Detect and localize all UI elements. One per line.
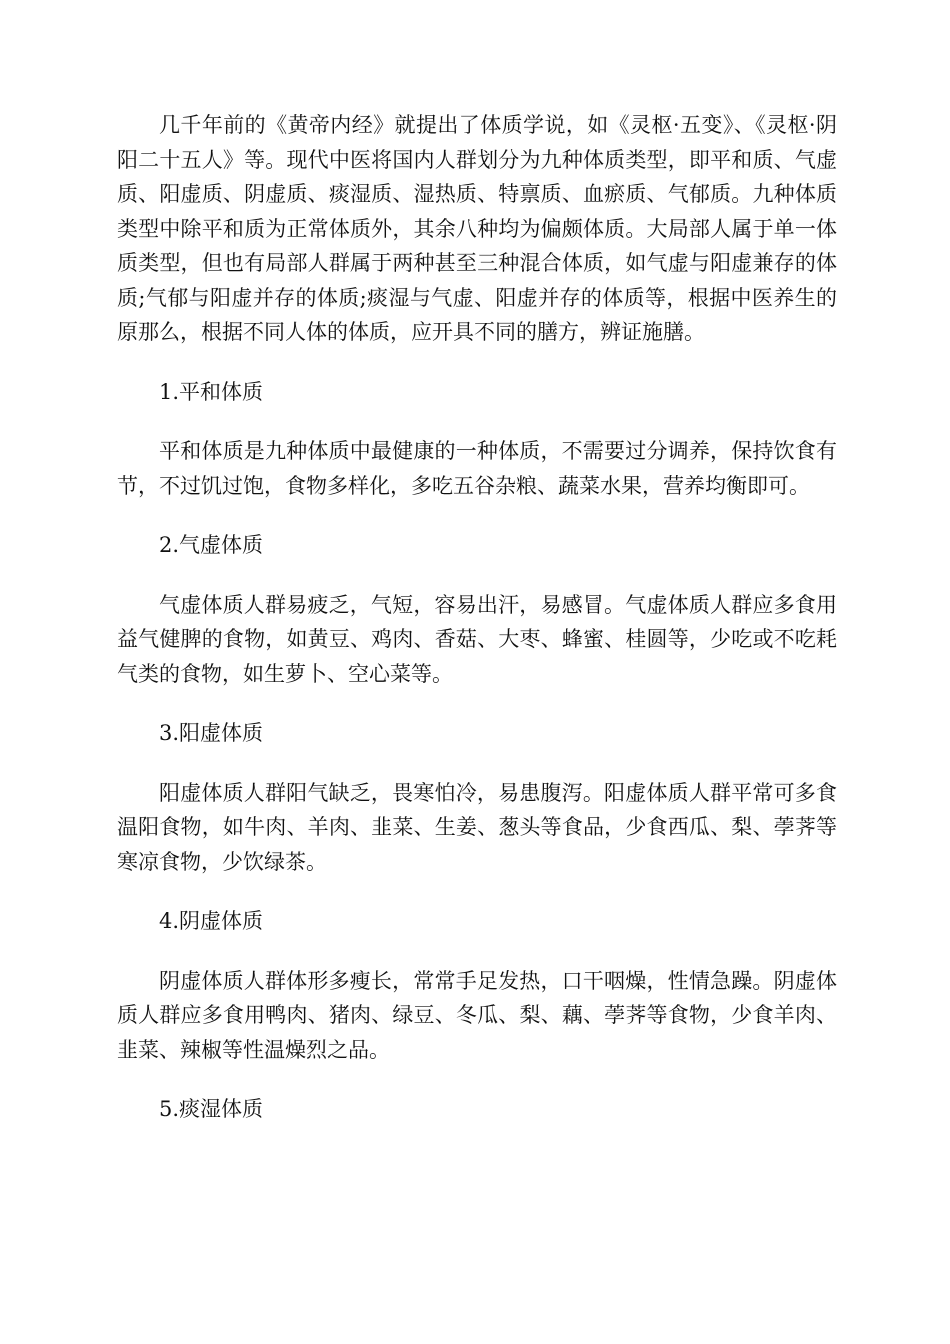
section-heading-tanshi: 5.痰湿体质 (159, 1097, 264, 1121)
section-paragraph-yinxu: 阴虚体质人群体形多瘦长，常常手足发热，口干咽燥，性情急躁。阴虚体质人群应多食用鸭肉、猪肉、绿豆、冬瓜、梨、藕、荸荠等食物，少食羊肉、韭菜、辣椒等性温燥烈之品。 (117, 968, 837, 1062)
section-paragraph-yangxu: 阳虚体质人群阳气缺乏，畏寒怕冷，易患腹泻。阳虚体质人群平常可多食温阳食物，如牛肉、羊肉、韭菜、生姜、葱头等食品，少食西瓜、梨、荸荠等寒凉食物，少饮绿茶。 (117, 780, 837, 874)
section-heading-yinxu: 4.阴虚体质 (159, 909, 264, 933)
section-heading-qixu: 2.气虚体质 (159, 533, 264, 557)
section-paragraph-pinghe: 平和体质是九种体质中最健康的一种体质，不需要过分调养，保持饮食有节，不过饥过饱，食物多样化，多吃五谷杂粮、蔬菜水果，营养均衡即可。 (117, 439, 837, 498)
intro-paragraph: 几千年前的《黄帝内经》就提出了体质学说，如《灵枢·五变》、《灵枢·阴阳二十五人》等。现代中医将国内人群划分为九种体质类型，即平和质、气虚质、阳虚质、阴虚质、痰湿质、湿热质、特禀质、血瘀质、气郁质。九种体质类型中除平和质为正常体质外，其余八种均为偏颇体质。大局部人属于单一体质类型，但也有局部人群属于两种甚至三种混合体质，如气虚与阳虚兼存的体质;气郁与阳虚并存的体质;痰湿与气虚、阳虚并存的体质等，根据中医养生的原那么，根据不同人体的体质，应开具不同的膳方，辨证施膳。 (117, 113, 837, 344)
section-heading-pinghe: 1.平和体质 (159, 379, 264, 404)
section-paragraph-qixu: 气虚体质人群易疲乏，气短，容易出汗，易感冒。气虚体质人群应多食用益气健脾的食物，如黄豆、鸡肉、香菇、大枣、蜂蜜、桂圆等，少吃或不吃耗气类的食物，如生萝卜、空心菜等。 (117, 592, 837, 686)
section-heading-yangxu: 3.阳虚体质 (159, 721, 264, 745)
document-body (117, 108, 837, 1152)
